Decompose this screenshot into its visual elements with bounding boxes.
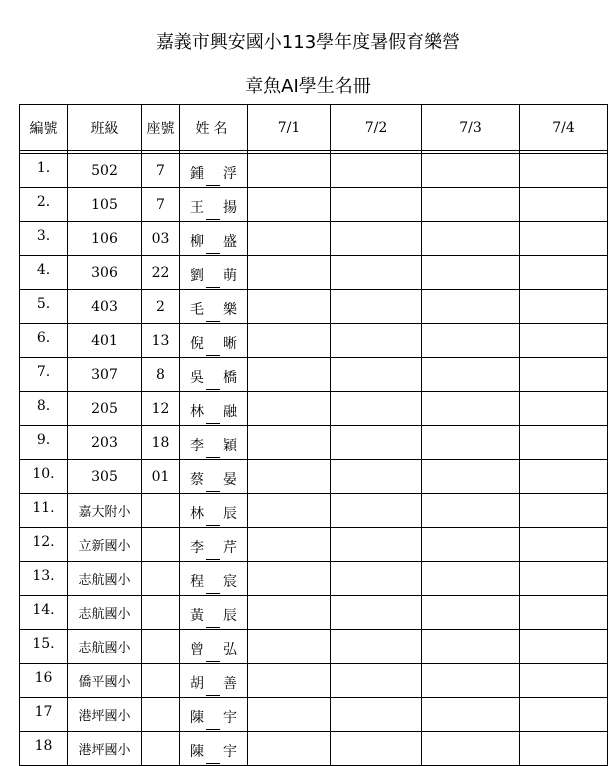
header-name-text: 姓名 [195, 120, 232, 137]
student-name [180, 222, 248, 256]
student-number [20, 222, 68, 256]
student-number [20, 426, 68, 460]
name-redaction-line [206, 525, 220, 526]
attendance-cell-d3[interactable] [422, 222, 520, 256]
header-date-4: 7/4 [520, 105, 608, 151]
table-row [20, 528, 608, 562]
student-class: 105 [68, 188, 142, 222]
student-class: 立新國小 [68, 528, 142, 562]
header-no: 編號 [20, 105, 68, 151]
student-name-first-char: 林 [190, 506, 204, 522]
name-redaction-line [206, 287, 220, 288]
student-number [20, 358, 68, 392]
attendance-cell-d4[interactable] [520, 460, 608, 494]
student-number-text: 10. [32, 465, 55, 482]
student-number-text: 16 [34, 669, 53, 686]
student-class: 307 [68, 358, 142, 392]
student-name-first-char: 柳 [190, 234, 204, 250]
student-number-text: 4. [36, 261, 51, 278]
header-date-2: 7/2 [331, 105, 422, 151]
student-number-text: 9. [36, 431, 51, 448]
attendance-cell-d1[interactable] [248, 324, 331, 358]
attendance-cell-d1[interactable] [248, 698, 331, 732]
student-class: 志航國小 [68, 562, 142, 596]
attendance-cell-d2[interactable] [331, 630, 422, 664]
name-redaction-line [206, 457, 220, 458]
attendance-cell-d4[interactable] [520, 324, 608, 358]
student-class: 志航國小 [68, 630, 142, 664]
student-number-text: 15. [32, 635, 55, 652]
student-class: 203 [68, 426, 142, 460]
attendance-cell-d3[interactable] [422, 528, 520, 562]
attendance-cell-d3[interactable] [422, 664, 520, 698]
student-name-last-char: 橋 [223, 370, 237, 386]
attendance-cell-d1[interactable] [248, 528, 331, 562]
attendance-cell-d3[interactable] [422, 392, 520, 426]
student-number-text: 17 [34, 703, 53, 720]
attendance-cell-d3[interactable] [422, 596, 520, 630]
student-name [180, 528, 248, 562]
student-name-last-char: 辰 [223, 506, 237, 522]
attendance-cell-d2[interactable] [331, 664, 422, 698]
attendance-cell-d3[interactable] [422, 732, 520, 766]
attendance-cell-d4[interactable] [520, 188, 608, 222]
attendance-cell-d3[interactable] [422, 256, 520, 290]
student-name-last-char: 弘 [223, 642, 237, 658]
student-name-first-char: 王 [190, 200, 204, 216]
name-redaction-line [206, 219, 220, 220]
attendance-cell-d2[interactable] [331, 460, 422, 494]
table-row [20, 494, 608, 528]
attendance-cell-d1[interactable] [248, 256, 331, 290]
table-row [20, 324, 608, 358]
attendance-cell-d4[interactable] [520, 562, 608, 596]
attendance-cell-d3[interactable] [422, 630, 520, 664]
student-seat [142, 494, 180, 528]
student-name-first-char: 劉 [190, 268, 204, 284]
student-class: 嘉大附小 [68, 494, 142, 528]
student-name-first-char: 李 [190, 540, 204, 556]
table-row [20, 426, 608, 460]
student-seat [142, 630, 180, 664]
student-name-first-char: 毛 [190, 302, 204, 318]
student-name [180, 188, 248, 222]
attendance-cell-d2[interactable] [331, 290, 422, 324]
student-number [20, 732, 68, 766]
student-name [180, 596, 248, 630]
student-name-first-char: 曾 [190, 642, 204, 658]
table-row [20, 188, 608, 222]
student-number [20, 256, 68, 290]
attendance-cell-d1[interactable] [248, 222, 331, 256]
student-name-last-char: 芹 [223, 540, 237, 556]
attendance-cell-d2[interactable] [331, 154, 422, 188]
attendance-cell-d1[interactable] [248, 732, 331, 766]
student-name-first-char: 黃 [190, 608, 204, 624]
student-name-first-char: 倪 [190, 336, 204, 352]
student-number-text: 7. [36, 363, 51, 380]
name-redaction-line [206, 729, 220, 730]
attendance-cell-d4[interactable] [520, 358, 608, 392]
student-number-text: 1. [36, 159, 51, 176]
student-class: 305 [68, 460, 142, 494]
student-name-last-char: 宸 [223, 574, 237, 590]
student-number-text: 13. [32, 567, 55, 584]
table-row [20, 698, 608, 732]
student-seat: 13 [142, 324, 180, 358]
document-subtitle: 章魚AI學生名冊 [245, 76, 371, 97]
student-name-last-char: 宇 [223, 744, 237, 760]
attendance-cell-d2[interactable] [331, 188, 422, 222]
attendance-cell-d1[interactable] [248, 358, 331, 392]
table-row [20, 562, 608, 596]
student-number [20, 664, 68, 698]
student-number-text: 8. [36, 397, 51, 414]
student-seat: 8 [142, 358, 180, 392]
attendance-cell-d4[interactable] [520, 154, 608, 188]
student-name-first-char: 李 [190, 438, 204, 454]
name-redaction-line [206, 559, 220, 560]
header-date-1: 7/1 [248, 105, 331, 151]
student-name-first-char: 陳 [190, 744, 204, 760]
table-row [20, 358, 608, 392]
table-row [20, 154, 608, 188]
student-name-last-char: 晰 [223, 336, 237, 352]
student-number-text: 2. [36, 193, 51, 210]
student-class: 306 [68, 256, 142, 290]
student-number [20, 562, 68, 596]
attendance-cell-d3[interactable] [422, 460, 520, 494]
student-name [180, 664, 248, 698]
student-name [180, 324, 248, 358]
student-number [20, 392, 68, 426]
name-redaction-line [206, 661, 220, 662]
name-redaction-line [206, 627, 220, 628]
student-name [180, 494, 248, 528]
student-name [180, 392, 248, 426]
student-seat: 03 [142, 222, 180, 256]
student-name [180, 290, 248, 324]
name-redaction-line [206, 321, 220, 322]
table-row [20, 596, 608, 630]
student-name-last-char: 盛 [223, 234, 237, 250]
student-number [20, 290, 68, 324]
attendance-cell-d2[interactable] [331, 358, 422, 392]
name-redaction-line [206, 253, 220, 254]
student-name [180, 562, 248, 596]
student-seat: 7 [142, 188, 180, 222]
attendance-cell-d1[interactable] [248, 596, 331, 630]
attendance-cell-d2[interactable] [331, 426, 422, 460]
student-number-text: 18 [34, 737, 53, 754]
roster-body [20, 154, 608, 766]
attendance-cell-d2[interactable] [331, 256, 422, 290]
table-row [20, 256, 608, 290]
student-seat: 01 [142, 460, 180, 494]
student-number-text: 5. [36, 295, 51, 312]
attendance-cell-d1[interactable] [248, 664, 331, 698]
attendance-cell-d2[interactable] [331, 392, 422, 426]
student-seat [142, 664, 180, 698]
header-seat: 座號 [142, 105, 180, 151]
student-number [20, 596, 68, 630]
student-number-text: 3. [36, 227, 51, 244]
student-name [180, 698, 248, 732]
student-name [180, 630, 248, 664]
student-name [180, 358, 248, 392]
student-name-last-char: 揚 [223, 200, 237, 216]
name-redaction-line [206, 593, 220, 594]
student-name-last-char: 善 [223, 676, 237, 692]
student-name-first-char: 鍾 [190, 166, 204, 182]
student-class: 106 [68, 222, 142, 256]
student-name [180, 154, 248, 188]
attendance-cell-d2[interactable] [331, 494, 422, 528]
student-name [180, 460, 248, 494]
name-redaction-line [206, 423, 220, 424]
student-name-first-char: 吳 [190, 370, 204, 386]
student-number-text: 14. [32, 601, 55, 618]
student-seat [142, 596, 180, 630]
student-class: 港坪國小 [68, 732, 142, 766]
attendance-cell-d4[interactable] [520, 256, 608, 290]
attendance-cell-d1[interactable] [248, 426, 331, 460]
attendance-cell-d4[interactable] [520, 732, 608, 766]
student-number [20, 528, 68, 562]
attendance-cell-d2[interactable] [331, 528, 422, 562]
student-name-last-char: 晏 [223, 472, 237, 488]
attendance-cell-d2[interactable] [331, 222, 422, 256]
student-class: 志航國小 [68, 596, 142, 630]
student-seat: 22 [142, 256, 180, 290]
table-row [20, 392, 608, 426]
attendance-cell-d4[interactable] [520, 630, 608, 664]
attendance-cell-d4[interactable] [520, 290, 608, 324]
student-name-first-char: 胡 [190, 676, 204, 692]
header-name [180, 105, 248, 151]
student-seat [142, 732, 180, 766]
attendance-cell-d2[interactable] [331, 596, 422, 630]
attendance-cell-d1[interactable] [248, 494, 331, 528]
attendance-cell-d1[interactable] [248, 188, 331, 222]
attendance-cell-d1[interactable] [248, 392, 331, 426]
student-class: 港坪國小 [68, 698, 142, 732]
student-number-text: 6. [36, 329, 51, 346]
student-seat: 12 [142, 392, 180, 426]
header-class: 班級 [68, 105, 142, 151]
header-row [20, 105, 608, 151]
student-class: 403 [68, 290, 142, 324]
student-name-last-char: 穎 [223, 438, 237, 454]
attendance-cell-d3[interactable] [422, 358, 520, 392]
attendance-cell-d4[interactable] [520, 596, 608, 630]
attendance-cell-d3[interactable] [422, 494, 520, 528]
student-number [20, 698, 68, 732]
table-row [20, 460, 608, 494]
student-number [20, 154, 68, 188]
attendance-cell-d1[interactable] [248, 460, 331, 494]
attendance-cell-d4[interactable] [520, 528, 608, 562]
attendance-cell-d3[interactable] [422, 324, 520, 358]
student-number [20, 460, 68, 494]
attendance-cell-d4[interactable] [520, 222, 608, 256]
name-redaction-line [206, 491, 220, 492]
student-name-first-char: 蔡 [190, 472, 204, 488]
student-name [180, 256, 248, 290]
student-name-last-char: 浮 [223, 166, 237, 182]
student-seat: 2 [142, 290, 180, 324]
table-row [20, 664, 608, 698]
student-number-text: 12. [32, 533, 55, 550]
student-number [20, 324, 68, 358]
name-redaction-line [206, 355, 220, 356]
student-class: 502 [68, 154, 142, 188]
student-name-last-char: 辰 [223, 608, 237, 624]
attendance-cell-d4[interactable] [520, 392, 608, 426]
attendance-cell-d1[interactable] [248, 630, 331, 664]
attendance-cell-d4[interactable] [520, 426, 608, 460]
table-row [20, 732, 608, 766]
attendance-cell-d2[interactable] [331, 562, 422, 596]
student-seat: 18 [142, 426, 180, 460]
student-roster-table [19, 104, 608, 766]
student-number [20, 630, 68, 664]
name-redaction-line [206, 695, 220, 696]
student-name-last-char: 宇 [223, 710, 237, 726]
student-name-last-char: 萌 [223, 268, 237, 284]
student-name [180, 732, 248, 766]
attendance-cell-d3[interactable] [422, 698, 520, 732]
attendance-cell-d3[interactable] [422, 426, 520, 460]
attendance-cell-d2[interactable] [331, 698, 422, 732]
attendance-cell-d3[interactable] [422, 562, 520, 596]
student-class: 僑平國小 [68, 664, 142, 698]
student-class: 401 [68, 324, 142, 358]
attendance-cell-d4[interactable] [520, 494, 608, 528]
attendance-cell-d1[interactable] [248, 290, 331, 324]
document-title: 嘉義市興安國小113學年度暑假育樂營 [155, 32, 461, 53]
student-seat [142, 528, 180, 562]
student-seat [142, 562, 180, 596]
student-name [180, 426, 248, 460]
attendance-cell-d3[interactable] [422, 290, 520, 324]
header-date-3: 7/3 [422, 105, 520, 151]
student-number [20, 188, 68, 222]
student-name-last-char: 融 [223, 404, 237, 420]
attendance-cell-d4[interactable] [520, 698, 608, 732]
student-class: 205 [68, 392, 142, 426]
student-number [20, 494, 68, 528]
student-seat [142, 698, 180, 732]
student-name-first-char: 程 [190, 574, 204, 590]
attendance-cell-d4[interactable] [520, 664, 608, 698]
table-row [20, 630, 608, 664]
attendance-cell-d2[interactable] [331, 324, 422, 358]
student-number-text: 11. [32, 499, 55, 516]
name-redaction-line [206, 389, 220, 390]
attendance-cell-d1[interactable] [248, 562, 331, 596]
name-redaction-line [206, 185, 220, 186]
attendance-cell-d2[interactable] [331, 732, 422, 766]
attendance-cell-d1[interactable] [248, 154, 331, 188]
student-seat: 7 [142, 154, 180, 188]
table-row [20, 290, 608, 324]
attendance-cell-d3[interactable] [422, 188, 520, 222]
attendance-cell-d3[interactable] [422, 154, 520, 188]
name-redaction-line [206, 763, 220, 764]
student-name-last-char: 樂 [223, 302, 237, 318]
student-name-first-char: 陳 [190, 710, 204, 726]
table-row [20, 222, 608, 256]
student-name-first-char: 林 [190, 404, 204, 420]
